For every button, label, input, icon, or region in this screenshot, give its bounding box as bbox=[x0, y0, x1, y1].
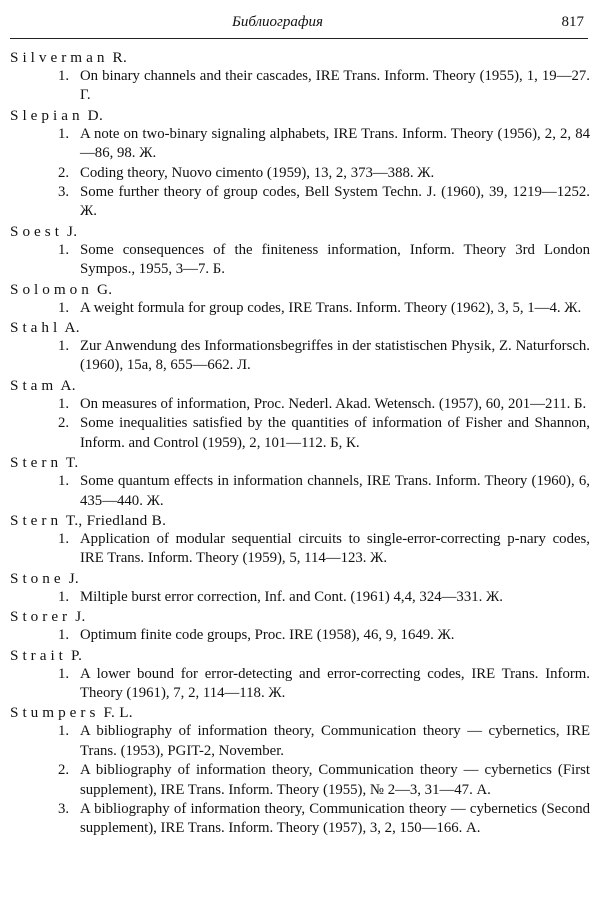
bibliography-entry bbox=[10, 222, 590, 280]
reference-item bbox=[10, 337, 590, 376]
reference-text: A bibliography of information theory, Communication theory — cybernetics, IRE Trans. (1953), PGIT-2, November. bbox=[80, 723, 590, 759]
author-line bbox=[10, 222, 590, 241]
author-initials: T. bbox=[65, 454, 79, 472]
reference-number: 1. bbox=[58, 665, 70, 682]
reference-text: Some quantum effects in information channels, IRE Trans. Inform. Theory (1960), 6, 435—440. Ж. bbox=[80, 473, 590, 509]
reference-item bbox=[10, 299, 590, 318]
reference-number: 3. bbox=[58, 800, 70, 817]
reference-item bbox=[10, 125, 590, 164]
author-initials: J. bbox=[68, 569, 80, 587]
reference-item bbox=[10, 414, 590, 453]
reference-number: 1. bbox=[58, 241, 70, 258]
reference-number: 1. bbox=[58, 588, 70, 605]
reference-item bbox=[10, 530, 590, 569]
reference-text: Some consequences of the finiteness information, Inform. Theory 3rd London Sympos., 1955, 3—7. Б. bbox=[80, 241, 590, 278]
author-initials: A. bbox=[64, 319, 80, 337]
bibliography-entry bbox=[10, 318, 590, 376]
author-line bbox=[10, 703, 590, 722]
author-line bbox=[10, 511, 590, 530]
reference-text: A bibliography of information theory, Communication theory — cybernetics (Second supplement), IRE Trans. Inform. Theory (1957), 3, 2, 150—166. А. bbox=[80, 800, 590, 837]
reference-text: Application of modular sequential circuits to single-error-correcting p-nary codes, IRE Trans. Inform. Theory (1959), 5, 114—123. Ж. bbox=[80, 530, 590, 567]
reference-item bbox=[10, 67, 590, 106]
bibliography-entry bbox=[10, 376, 590, 453]
reference-number: 1. bbox=[58, 627, 70, 644]
reference-number: 2. bbox=[58, 762, 70, 779]
reference-number: 1. bbox=[58, 338, 70, 355]
reference-text: Some further theory of group codes, Bell System Techn. J. (1960), 39, 1219—1252. Ж. bbox=[80, 184, 590, 220]
reference-number: 2. bbox=[58, 164, 70, 181]
reference-number: 1. bbox=[58, 395, 70, 412]
reference-text: A lower bound for error-detecting and error-correcting codes, IRE Trans. Inform. Theory (1961), 7, 2, 114—118. Ж. bbox=[80, 665, 590, 701]
author-surname: Stumpers bbox=[10, 704, 100, 722]
reference-text: Coding theory, Nuovo cimento (1959), 13, 2, 373—388. Ж. bbox=[80, 164, 435, 181]
author-initials: F. L. bbox=[103, 704, 133, 722]
bibliography-entry bbox=[10, 106, 590, 222]
reference-item bbox=[10, 241, 590, 280]
reference-number: 1. bbox=[58, 473, 70, 490]
bibliography-entry bbox=[10, 453, 590, 511]
author-line bbox=[10, 607, 590, 626]
author-initials: J. bbox=[75, 608, 86, 626]
reference-number: 1. bbox=[58, 530, 70, 547]
bibliography-entry bbox=[10, 703, 590, 838]
author-line bbox=[10, 48, 590, 67]
reference-item bbox=[10, 183, 590, 222]
author-line bbox=[10, 569, 590, 588]
reference-number: 1. bbox=[58, 723, 70, 740]
page-number: 817 bbox=[561, 14, 584, 30]
author-line bbox=[10, 646, 590, 665]
reference-item bbox=[10, 588, 590, 607]
author-initials: G. bbox=[96, 280, 113, 298]
reference-number: 1. bbox=[58, 68, 70, 84]
reference-text: A weight formula for group codes, IRE Trans. Inform. Theory (1962), 3, 5, 1—4. Ж. bbox=[80, 299, 582, 316]
reference-text: Some inequalities satisfied by the quantities of information of Fisher and Shannon, Inform. and Control (1959), 2, 101—112. Б, К. bbox=[80, 415, 590, 451]
reference-item bbox=[10, 164, 590, 183]
bibliography-entry bbox=[10, 569, 590, 607]
author-surname: Silverman bbox=[10, 49, 109, 66]
reference-text: On binary channels and their cascades, IRE Trans. Inform. Theory (1955), 1, 19—27. Г. bbox=[80, 68, 590, 104]
reference-text: Miltiple burst error correction, Inf. and Cont. (1961) 4,4, 324—331. Ж. bbox=[80, 588, 503, 605]
bibliography-entry bbox=[10, 646, 590, 704]
bibliography-entry bbox=[10, 48, 590, 106]
running-title: Библиография bbox=[232, 14, 324, 30]
reference-item bbox=[10, 665, 590, 704]
reference-item bbox=[10, 761, 590, 800]
author-surname: Stone bbox=[10, 569, 65, 587]
author-line bbox=[10, 318, 590, 337]
author-line bbox=[10, 280, 590, 299]
reference-text: Zur Anwendung des Informationsbegriffes in der statistischen Physik, Z. Naturforsch. (1960), 15a, 8, 655—662. Л. bbox=[80, 338, 590, 374]
author-line bbox=[10, 376, 590, 395]
author-initials: J. bbox=[67, 222, 78, 240]
author-initials: A. bbox=[60, 376, 76, 394]
bibliography-list bbox=[10, 48, 590, 839]
author-surname: Storer bbox=[10, 608, 72, 626]
page-header bbox=[10, 12, 588, 39]
reference-text: A bibliography of information theory, Communication theory — cybernetics (First supplement), IRE Trans. Inform. Theory (1955), № 2—3, 31—47. А. bbox=[80, 762, 590, 798]
author-surname: Slepian bbox=[10, 106, 84, 124]
reference-text: Optimum finite code groups, Proc. IRE (1958), 46, 9, 1649. Ж. bbox=[80, 627, 455, 644]
author-surname: Strait bbox=[10, 646, 67, 664]
author-initials: P. bbox=[71, 646, 83, 664]
reference-number: 1. bbox=[58, 125, 70, 142]
bibliography-entry bbox=[10, 280, 590, 318]
reference-item bbox=[10, 626, 590, 645]
reference-item bbox=[10, 800, 590, 839]
author-surname: Soest bbox=[10, 222, 63, 240]
reference-text: On measures of information, Proc. Nederl. Akad. Wetensch. (1957), 60, 201—211. Б. bbox=[80, 395, 587, 412]
reference-item bbox=[10, 472, 590, 511]
author-surname: Stern bbox=[10, 454, 63, 472]
reference-text: A note on two-binary signaling alphabets, IRE Trans. Inform. Theory (1956), 2, 2, 84—86, 98. Ж. bbox=[80, 125, 590, 162]
reference-number: 2. bbox=[58, 415, 70, 432]
author-initials: D. bbox=[87, 106, 104, 124]
author-line bbox=[10, 106, 590, 125]
bibliography-entry bbox=[10, 511, 590, 569]
author-initials: T., Friedland B. bbox=[65, 511, 167, 529]
reference-number: 1. bbox=[58, 299, 70, 316]
reference-item bbox=[10, 395, 590, 414]
author-surname: Stahl bbox=[10, 319, 62, 337]
reference-number: 3. bbox=[58, 184, 70, 201]
bibliography-entry bbox=[10, 607, 590, 645]
author-initials: R. bbox=[112, 49, 128, 66]
author-surname: Stern bbox=[10, 511, 63, 529]
author-surname: Solomon bbox=[10, 280, 93, 298]
author-surname: Stam bbox=[10, 376, 58, 394]
author-line bbox=[10, 453, 590, 472]
reference-item bbox=[10, 722, 590, 761]
